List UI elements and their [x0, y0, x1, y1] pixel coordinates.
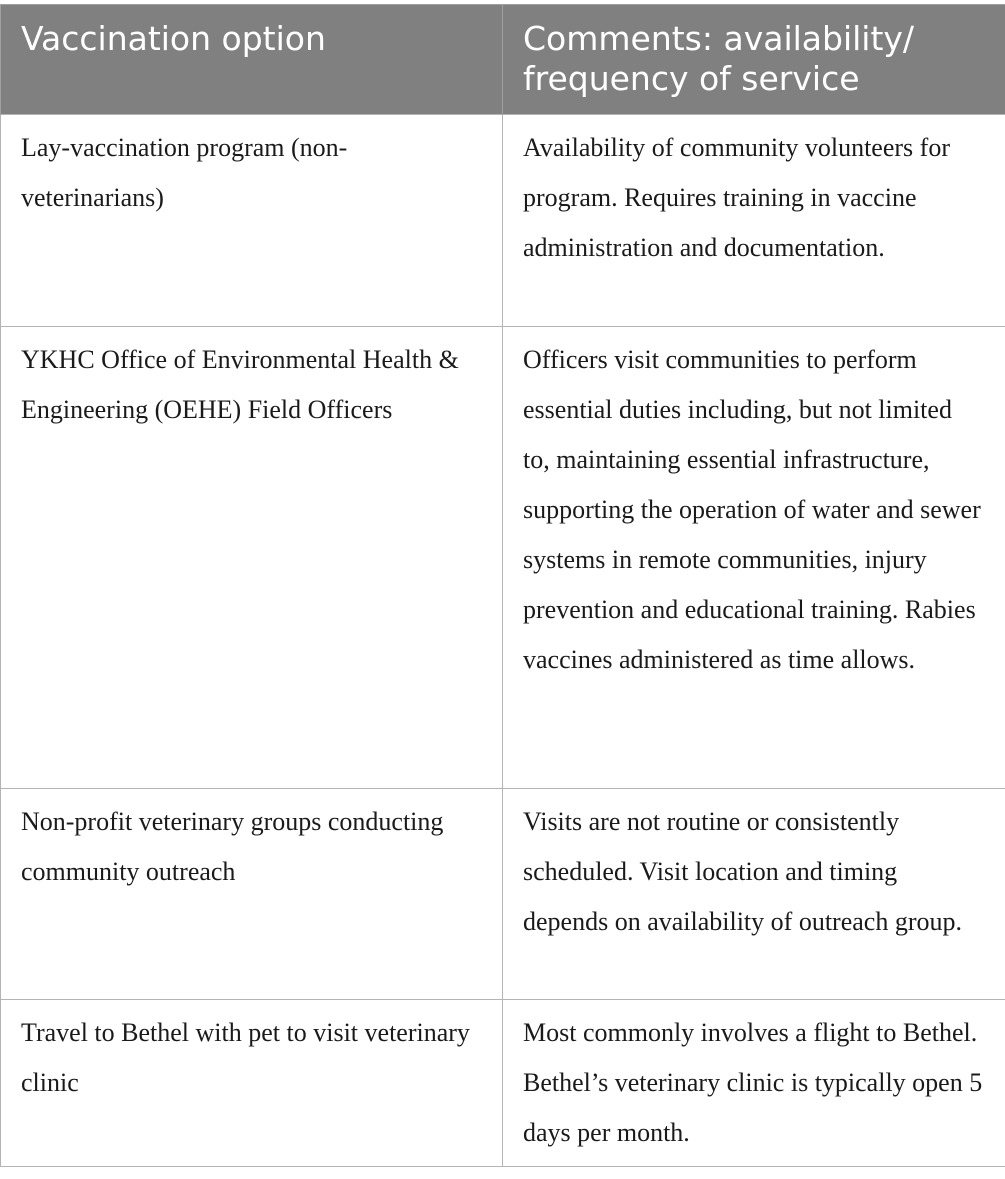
column-header-vaccination-option: Vaccination option: [1, 5, 503, 115]
option-cell: Non-profit veterinary groups conducting community outreach: [1, 789, 503, 1000]
option-cell: Lay-vaccination program (non-veterinarians): [1, 115, 503, 327]
table-row: [1, 115, 1005, 327]
table-row: [1, 327, 1005, 789]
option-cell: YKHC Office of Environmental Health & Engineering (OEHE) Field Officers: [1, 327, 503, 789]
comments-cell: Officers visit communities to perform essential duties including, but not limited to, maintaining essential infrastructure, supporting the operation of water and sewer systems in remote communities, injury prevention and educational training. Rabies vaccines administered as time allows.: [503, 327, 1005, 789]
table-body: [1, 115, 1005, 1167]
table-row: [1, 1000, 1005, 1167]
comments-cell: Most commonly involves a flight to Bethel. Bethel’s veterinary clinic is typically open 5 days per month.: [503, 1000, 1005, 1167]
vaccination-options-table: [0, 4, 1005, 1167]
comments-cell: Availability of community volunteers for program. Requires training in vaccine administration and documentation.: [503, 115, 1005, 327]
table-row: [1, 789, 1005, 1000]
option-cell: Travel to Bethel with pet to visit veterinary clinic: [1, 1000, 503, 1167]
column-header-comments: Comments: availability/ frequency of service: [503, 5, 1005, 115]
header-row: [1, 5, 1005, 115]
comments-cell: Visits are not routine or consistently scheduled. Visit location and timing depends on availability of outreach group.: [503, 789, 1005, 1000]
table-header: [1, 5, 1005, 115]
